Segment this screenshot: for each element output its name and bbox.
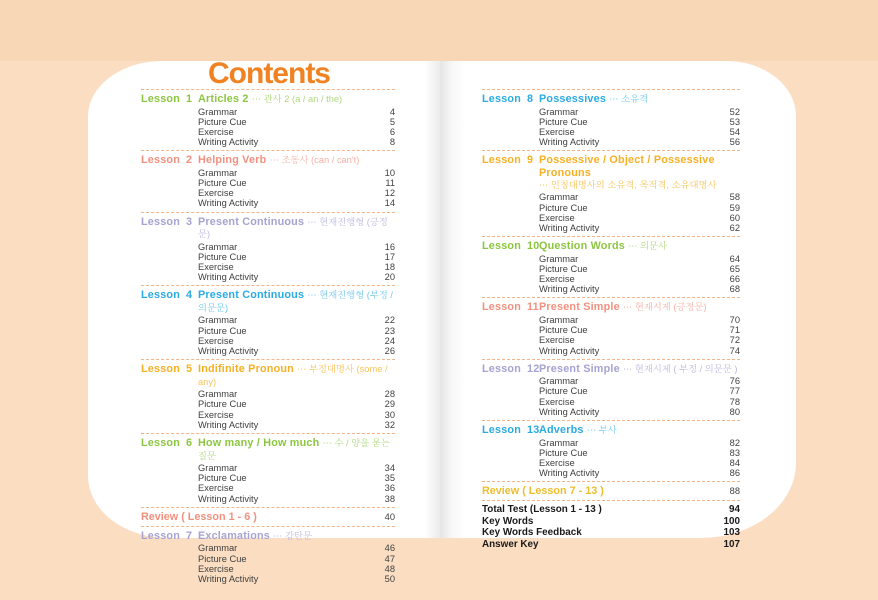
- toc-item-page-number: 29: [384, 399, 395, 410]
- lesson-title: [539, 240, 740, 253]
- toc-item-row: [141, 252, 395, 262]
- toc-item-page-number: 14: [384, 198, 395, 209]
- back-matter-page-number: 94: [729, 504, 740, 516]
- lesson-items: [141, 463, 395, 504]
- ellipsis-dots: ⋯: [297, 364, 310, 375]
- lesson-title: [198, 154, 395, 167]
- toc-item-row: [482, 192, 740, 202]
- lesson-word: Lesson: [482, 93, 521, 105]
- toc-item-label: Writing Activity: [198, 419, 259, 430]
- toc-item-page-number: 84: [729, 457, 740, 468]
- toc-item-label: Grammar: [539, 106, 579, 117]
- toc-item-label: Picture Cue: [539, 325, 588, 336]
- toc-item-page-number: 48: [384, 563, 395, 574]
- toc-item-row: [141, 564, 395, 574]
- lesson-title-english: Articles 2: [198, 93, 249, 105]
- lesson-title: [198, 216, 395, 241]
- lesson-block: [141, 213, 395, 286]
- toc-item-label: Exercise: [539, 126, 575, 137]
- lesson-title: [198, 363, 395, 388]
- lesson-number: 2: [186, 154, 193, 167]
- toc-item-label: Grammar: [539, 437, 579, 448]
- toc-item-label: Picture Cue: [198, 553, 247, 564]
- toc-item-page-number: 32: [384, 419, 395, 430]
- toc-item-label: Exercise: [198, 483, 234, 494]
- toc-item-label: Grammar: [198, 241, 238, 252]
- back-matter-block: [482, 501, 740, 550]
- lesson-title-korean: 수 / 양을 묻는 질문: [198, 438, 390, 461]
- ellipsis-dots: ⋯: [269, 155, 282, 166]
- lesson-title-korean: 부정대명사 (some / any): [198, 364, 388, 387]
- lesson-number: 12: [527, 362, 540, 375]
- lesson-word: Lesson: [482, 301, 521, 314]
- toc-item-page-number: 50: [384, 573, 395, 584]
- back-matter-row: [482, 516, 740, 528]
- lesson-number: 8: [527, 93, 534, 105]
- toc-item-row: [141, 473, 395, 483]
- lesson-heading: [482, 363, 740, 376]
- lesson-word: Lesson: [482, 154, 521, 167]
- lesson-heading: [482, 240, 740, 253]
- toc-right-column: [482, 89, 740, 550]
- ellipsis-dots: ⋯: [307, 216, 320, 227]
- toc-item-label: Grammar: [198, 463, 238, 474]
- toc-item-label: Exercise: [198, 409, 234, 420]
- lesson-heading: [141, 216, 395, 241]
- lesson-block: [141, 434, 395, 507]
- toc-item-label: Writing Activity: [198, 137, 259, 148]
- lesson-block: [482, 90, 740, 150]
- toc-item-row: [141, 420, 395, 430]
- toc-item-label: Picture Cue: [539, 116, 588, 127]
- toc-item-page-number: 8: [389, 137, 395, 148]
- toc-item-row: [141, 346, 395, 356]
- lesson-word: Lesson: [141, 363, 180, 376]
- lesson-number: 11: [527, 301, 539, 314]
- ellipsis-dots: ⋯: [251, 94, 264, 104]
- toc-item-page-number: 46: [384, 543, 395, 554]
- lesson-title: [539, 93, 740, 106]
- lesson-title-korean: 조동사 (can / can't): [281, 155, 360, 166]
- toc-item-label: Grammar: [539, 376, 579, 387]
- lesson-block: [482, 151, 740, 236]
- toc-item-row: [482, 448, 740, 458]
- toc-item-row: [482, 376, 740, 386]
- lesson-heading: [482, 154, 740, 179]
- lesson-block: [141, 151, 395, 211]
- toc-item-page-number: 34: [384, 463, 395, 474]
- toc-item-page-number: 28: [384, 389, 395, 400]
- toc-item-label: Exercise: [198, 335, 234, 346]
- lesson-number: 9: [527, 154, 534, 167]
- lesson-title-english: Present Simple: [539, 362, 620, 375]
- toc-item-label: Grammar: [539, 314, 579, 325]
- lesson-items: [482, 376, 740, 417]
- toc-item-label: Exercise: [198, 126, 234, 137]
- toc-item-page-number: 10: [384, 167, 395, 178]
- toc-item-label: Writing Activity: [198, 346, 259, 357]
- toc-item-row: [141, 168, 395, 178]
- review-page-number: 88: [729, 486, 740, 497]
- lesson-word: Lesson: [141, 215, 180, 228]
- ellipsis-dots: ⋯: [623, 363, 635, 374]
- toc-item-label: Exercise: [198, 563, 234, 574]
- toc-item-label: Writing Activity: [539, 345, 600, 356]
- lesson-block: [141, 360, 395, 433]
- lesson-title: [539, 424, 740, 437]
- toc-item-label: Exercise: [539, 212, 575, 223]
- lesson-word: Lesson: [482, 362, 521, 375]
- toc-item-page-number: 53: [729, 116, 740, 127]
- toc-item-row: [482, 117, 740, 127]
- toc-item-page-number: 47: [384, 553, 395, 564]
- toc-item-row: [141, 315, 395, 325]
- toc-item-row: [141, 107, 395, 117]
- toc-item-row: [141, 410, 395, 420]
- toc-item-row: [482, 264, 740, 274]
- toc-item-page-number: 5: [389, 116, 395, 127]
- lesson-word: Lesson: [141, 154, 180, 167]
- toc-item-page-number: 86: [729, 468, 740, 479]
- toc-item-row: [141, 137, 395, 147]
- toc-item-row: [482, 386, 740, 396]
- lesson-title-korean: 관사 2 (a / an / the): [263, 94, 343, 104]
- toc-item-page-number: 76: [729, 376, 740, 387]
- toc-item-label: Picture Cue: [539, 386, 588, 397]
- toc-item-page-number: 6: [389, 126, 395, 137]
- toc-item-row: [482, 438, 740, 448]
- toc-item-page-number: 70: [729, 314, 740, 325]
- toc-item-label: Grammar: [198, 315, 238, 326]
- back-matter-page-number: 103: [723, 527, 740, 539]
- lesson-block: [141, 90, 395, 150]
- lesson-heading: [141, 363, 395, 388]
- toc-item-row: [482, 325, 740, 335]
- toc-item-page-number: 26: [384, 346, 395, 357]
- toc-item-label: Grammar: [198, 543, 238, 554]
- lesson-block: [482, 421, 740, 481]
- toc-item-row: [482, 127, 740, 137]
- lesson-items: [141, 107, 395, 148]
- toc-left-column: [141, 89, 395, 587]
- toc-item-label: Exercise: [539, 274, 575, 285]
- lesson-heading: [141, 154, 395, 167]
- toc-item-row: [482, 284, 740, 294]
- toc-item-label: Exercise: [198, 188, 234, 199]
- lesson-title-korean: 현재진행형 (긍정문): [198, 216, 388, 240]
- lesson-block: [141, 286, 395, 359]
- lesson-title: [198, 93, 395, 106]
- lesson-title: [198, 437, 395, 462]
- toc-item-row: [482, 335, 740, 345]
- toc-item-label: Picture Cue: [198, 178, 247, 189]
- ellipsis-dots: ⋯: [322, 438, 335, 449]
- ellipsis-dots: ⋯: [623, 302, 635, 313]
- toc-item-row: [482, 107, 740, 117]
- toc-item-page-number: 82: [729, 437, 740, 448]
- review-row: [482, 482, 740, 500]
- toc-item-page-number: 56: [729, 137, 740, 148]
- lesson-items: [482, 107, 740, 148]
- toc-item-label: Grammar: [198, 167, 238, 178]
- toc-item-row: [141, 262, 395, 272]
- toc-item-row: [482, 397, 740, 407]
- lesson-items: [482, 438, 740, 479]
- lesson-title-korean: 소유격: [621, 94, 649, 104]
- ellipsis-dots: ⋯: [273, 530, 286, 541]
- lesson-title-english: Present Simple: [539, 301, 620, 314]
- toc-item-page-number: 22: [384, 315, 395, 326]
- left-page: [88, 57, 440, 584]
- toc-item-page-number: 12: [384, 188, 395, 199]
- toc-item-row: [482, 407, 740, 417]
- lesson-word: Lesson: [482, 424, 521, 437]
- lesson-title-english: Helping Verb: [198, 154, 267, 167]
- toc-item-row: [482, 203, 740, 213]
- toc-item-row: [141, 483, 395, 493]
- toc-item-page-number: 68: [729, 284, 740, 295]
- toc-item-page-number: 60: [729, 212, 740, 223]
- toc-item-row: [482, 213, 740, 223]
- review-label: Review ( Lesson 1 - 6 ): [141, 510, 257, 523]
- review-row: [141, 508, 395, 526]
- toc-item-page-number: 11: [385, 178, 395, 189]
- toc-item-label: Writing Activity: [539, 222, 600, 233]
- lesson-title: [539, 363, 740, 376]
- toc-item-label: Writing Activity: [198, 573, 259, 584]
- lesson-heading: [141, 437, 395, 462]
- toc-item-row: [141, 198, 395, 208]
- toc-item-label: Grammar: [539, 253, 579, 264]
- toc-item-label: Grammar: [198, 389, 238, 400]
- back-matter-label: Key Words: [482, 515, 534, 527]
- lesson-title-korean-line2: ⋯ 인칭대명사의 소유격, 목적격, 소유대명사: [539, 180, 717, 191]
- back-matter-page-number: 107: [723, 538, 740, 550]
- lesson-number: 13: [527, 424, 540, 437]
- toc-item-page-number: 80: [729, 406, 740, 417]
- lesson-word: Lesson: [482, 240, 521, 253]
- lesson-number: 5: [186, 363, 193, 376]
- toc-item-label: Writing Activity: [539, 284, 600, 295]
- back-matter-row: [482, 539, 740, 551]
- lesson-block: [482, 360, 740, 420]
- toc-item-label: Exercise: [539, 335, 575, 346]
- toc-item-page-number: 52: [729, 106, 740, 117]
- lesson-items: [141, 389, 395, 430]
- toc-item-row: [482, 223, 740, 233]
- toc-item-row: [482, 346, 740, 356]
- lesson-title-english: How many / How much: [198, 437, 320, 450]
- lesson-block: [482, 298, 740, 358]
- lesson-items: [141, 543, 395, 584]
- lesson-word: Lesson: [141, 437, 180, 450]
- toc-item-label: Grammar: [539, 192, 579, 203]
- toc-item-row: [141, 494, 395, 504]
- back-matter-row: [482, 527, 740, 539]
- lesson-title-korean: 현재진행형 (부정 / 의문문): [198, 290, 393, 313]
- back-matter-label: Answer Key: [482, 538, 539, 550]
- lesson-title-english: Exclamations: [198, 529, 271, 542]
- toc-item-label: Picture Cue: [198, 116, 247, 127]
- lesson-title-korean: 감탄문: [285, 530, 313, 541]
- lesson-number: 3: [186, 215, 193, 228]
- lesson-title-korean: 현재시제 (긍정문): [634, 302, 707, 313]
- toc-item-page-number: 59: [729, 202, 740, 213]
- toc-item-row: [141, 326, 395, 336]
- lesson-title-english: Indifinite Pronoun: [198, 363, 294, 376]
- lesson-items: [141, 315, 395, 356]
- lesson-word: Lesson: [141, 529, 180, 542]
- lesson-number: 4: [186, 289, 193, 302]
- toc-item-row: [482, 315, 740, 325]
- toc-item-label: Exercise: [198, 262, 234, 273]
- toc-item-page-number: 66: [729, 274, 740, 285]
- toc-item-row: [141, 399, 395, 409]
- toc-item-row: [141, 336, 395, 346]
- toc-item-page-number: 38: [384, 493, 395, 504]
- toc-item-page-number: 64: [729, 253, 740, 264]
- lesson-word: Lesson: [141, 93, 180, 105]
- toc-item-row: [482, 468, 740, 478]
- toc-item-page-number: 23: [384, 325, 395, 336]
- toc-item-row: [482, 254, 740, 264]
- lesson-title-english: Present Continuous: [198, 289, 305, 302]
- toc-item-row: [141, 554, 395, 564]
- toc-item-page-number: 58: [729, 192, 740, 203]
- toc-item-row: [141, 463, 395, 473]
- toc-item-row: [141, 389, 395, 399]
- toc-item-page-number: 18: [384, 262, 395, 273]
- page-stack-edge-band: [0, 0, 878, 61]
- lesson-number: 1: [186, 93, 193, 105]
- lesson-number: 7: [186, 529, 193, 542]
- toc-item-row: [482, 137, 740, 147]
- toc-item-label: Picture Cue: [198, 399, 247, 410]
- lesson-word: Lesson: [141, 289, 180, 302]
- toc-item-page-number: 35: [384, 473, 395, 484]
- lesson-title-english: Question Words: [539, 240, 625, 253]
- toc-item-label: Exercise: [539, 396, 575, 407]
- toc-item-row: [141, 543, 395, 553]
- toc-item-row: [141, 272, 395, 282]
- toc-item-label: Exercise: [539, 457, 575, 468]
- toc-item-label: Writing Activity: [198, 493, 259, 504]
- lesson-heading: [141, 93, 395, 106]
- toc-item-row: [141, 188, 395, 198]
- lesson-items: [482, 254, 740, 295]
- toc-item-label: Writing Activity: [198, 198, 259, 209]
- toc-item-page-number: 17: [384, 251, 395, 262]
- lesson-heading: [482, 93, 740, 106]
- lesson-title: [198, 289, 395, 314]
- page-title: Contents: [208, 57, 330, 90]
- lesson-title-korean: 부사: [598, 425, 617, 436]
- toc-item-page-number: 62: [729, 222, 740, 233]
- review-page-number: 40: [384, 511, 395, 522]
- toc-item-page-number: 74: [729, 345, 740, 356]
- toc-item-row: [482, 274, 740, 284]
- lesson-title-english: Possessives: [539, 93, 607, 105]
- lesson-items: [141, 242, 395, 283]
- toc-item-page-number: 72: [729, 335, 740, 346]
- toc-item-label: Picture Cue: [198, 473, 247, 484]
- back-matter-label: Total Test (Lesson 1 - 13 ): [482, 504, 602, 516]
- toc-item-label: Writing Activity: [198, 272, 259, 283]
- toc-item-row: [141, 242, 395, 252]
- toc-item-label: Grammar: [198, 106, 238, 117]
- ellipsis-dots: ⋯: [609, 94, 622, 104]
- toc-item-page-number: 16: [384, 241, 395, 252]
- toc-item-row: [482, 458, 740, 468]
- lesson-title-english: Present Continuous: [198, 215, 305, 228]
- toc-item-row: [141, 127, 395, 137]
- lesson-title-korean: 의문사: [640, 241, 668, 252]
- lesson-block: [482, 237, 740, 297]
- lesson-number: 10: [527, 240, 540, 253]
- toc-item-page-number: 4: [389, 106, 395, 117]
- toc-item-page-number: 24: [384, 335, 395, 346]
- toc-item-label: Picture Cue: [539, 263, 588, 274]
- toc-item-label: Picture Cue: [198, 325, 247, 336]
- toc-item-page-number: 54: [729, 126, 740, 137]
- lesson-heading: [482, 301, 740, 314]
- back-matter-label: Key Words Feedback: [482, 527, 582, 539]
- toc-item-page-number: 77: [729, 386, 740, 397]
- right-page: [440, 61, 796, 550]
- ellipsis-dots: ⋯: [586, 425, 599, 436]
- toc-item-label: Picture Cue: [198, 251, 247, 262]
- toc-item-label: Picture Cue: [539, 202, 588, 213]
- lesson-heading: [141, 530, 395, 543]
- lesson-number: 6: [186, 437, 193, 450]
- lesson-items: [482, 192, 740, 233]
- toc-item-row: [141, 117, 395, 127]
- review-label: Review ( Lesson 7 - 13 ): [482, 485, 604, 498]
- toc-item-label: Picture Cue: [539, 447, 588, 458]
- lesson-block: [141, 527, 395, 587]
- lesson-items: [141, 168, 395, 209]
- ellipsis-dots: ⋯: [628, 241, 641, 252]
- toc-item-page-number: 65: [729, 263, 740, 274]
- back-matter-row: [482, 504, 740, 516]
- lesson-title: [539, 301, 740, 314]
- toc-item-page-number: 78: [729, 396, 740, 407]
- lesson-title: [539, 154, 740, 179]
- lesson-title-korean: 현재시제 ( 부정 / 의문문 ): [634, 363, 738, 374]
- lesson-title: [198, 530, 395, 543]
- toc-item-label: Writing Activity: [539, 137, 600, 148]
- toc-item-page-number: 20: [384, 272, 395, 283]
- lesson-title-english: Possessive / Object / Possessive Pronouns: [539, 154, 715, 179]
- ellipsis-dots: ⋯: [307, 290, 320, 301]
- toc-item-row: [141, 178, 395, 188]
- toc-item-page-number: 71: [729, 325, 740, 336]
- lesson-title-english: Adverbs: [539, 424, 584, 437]
- toc-item-page-number: 83: [729, 447, 740, 458]
- lesson-heading: [141, 289, 395, 314]
- toc-item-row: [141, 574, 395, 584]
- back-matter-page-number: 100: [723, 515, 740, 527]
- toc-item-label: Writing Activity: [539, 468, 600, 479]
- toc-item-page-number: 30: [384, 409, 395, 420]
- toc-item-page-number: 36: [384, 483, 395, 494]
- lesson-heading: [482, 424, 740, 437]
- lesson-items: [482, 315, 740, 356]
- toc-item-label: Writing Activity: [539, 406, 600, 417]
